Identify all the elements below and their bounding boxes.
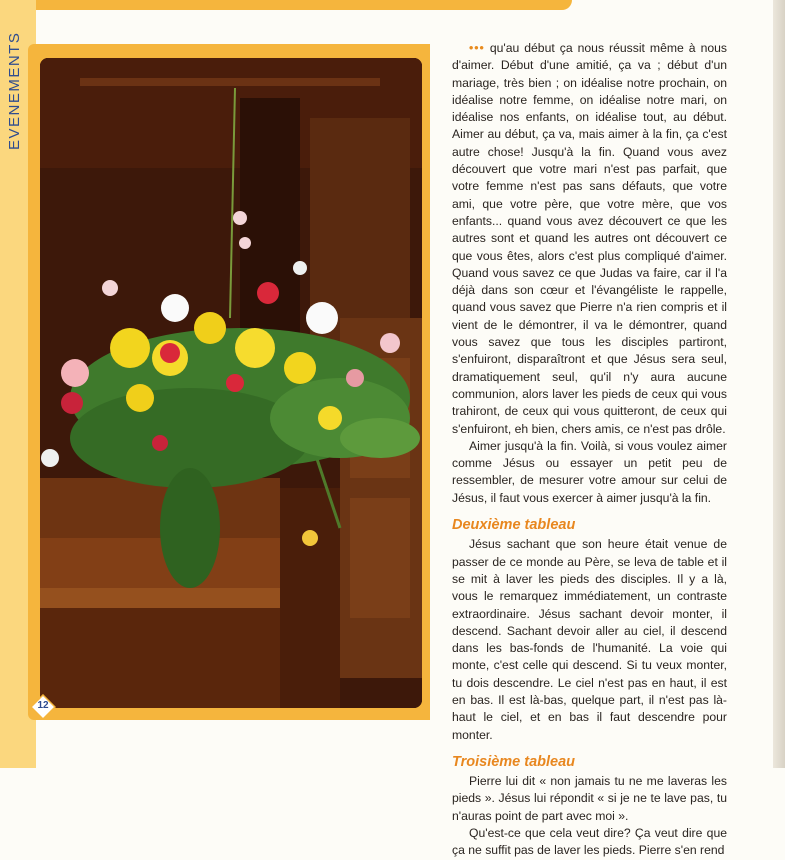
paragraph-3: Jésus sachant que son heure était venue de passer de ce monde au Père, se leva de table et il se mit à laver les pieds des disciples. Il y a là, vous le remarquez immédiatement, un contraste extraordinaire. Jésus sachant devoir monter, il descend. Sachant devoir aller au ciel, il descend dans les bas-fonds de l'humanité. La voie qui monte, c'est celle qui descend. Si tu veux monter, tu dois descendre. Le ciel n'est pas en haut, il est en bas. Il est là-bas, quelque part, il n'est pas là-haut le ciel, et en bas il faut descendre pour monter. (452, 537, 727, 742)
section-label: EVENEMENTS (6, 31, 23, 150)
heading-troisieme-tableau: Troisième tableau (452, 753, 576, 770)
paragraph-2: Aimer jusqu'à la fin. Voilà, si vous voulez aimer comme Jésus ou essayer un petit peu de ressembler, de mesurer votre amour sur celui de Jésus, il faut vous exercer à aimer jusqu'à la fin. (452, 438, 727, 505)
paragraph-1 (452, 40, 727, 438)
paragraph-4: Pierre lui dit « non jamais tu ne me laveras les pieds ». Jésus lui répondit « si je ne te lave pas, tu n'auras point de part avec moi ». (452, 774, 727, 823)
heading-deuxieme-tableau: Deuxième tableau (452, 517, 576, 534)
continuation-marker: ••• (469, 41, 485, 55)
article-body (452, 40, 727, 860)
top-accent-band (0, 0, 572, 10)
page-number: 12 (37, 700, 49, 711)
paragraph-5: Qu'est-ce que cela veut dire? Ça veut dire que ça ne suffit pas de laver les pieds. Pierre s'en rend (452, 826, 727, 858)
flower-arrangement-photo (40, 58, 422, 708)
page-edge (773, 0, 785, 768)
paragraph-1-text: qu'au début ça nous réussit même à nous d'aimer. Début d'une amitié, ça va ; début d'un mariage, très bien ; on idéalise notre prochain, on idéalise notre femme, on idéalise notre mari, on idéalise nos enfants, on idéalise tout, au début. Aimer au début, ça va, mais aimer à la fin, ça c'est autre chose! Jusqu'à la fin. Quand vous avez découvert que votre mari n'est pas parfait, que votre femme n'est pas sans défauts, que votre ami, que votre père, que votre mère, que vos enfants... quand vous avez découvert ce que les autres sont et quand les autres ont découvert ce que vous êtes, alors c'est plus compliqué d'aimer. Quand vous savez ce que Judas va faire, car il l'a déjà dans son cœur et l'évangéliste le rappelle, quand vous savez que Pierre n'a rien compris et il vient de le démontrer, il va le démontrer, quand vous savez que tous les disciples partiront, s'enfuiront, disparaîtront et que Jésus sera seul, dramatiquement seul, qu'il n'y aura aucune communion, alors laver les pieds de ceux qui vous trahiront, de ceux qui vous quitteront, de ceux qui s'enfuiront, eh bien, chers amis, ce n'est pas drôle. (452, 41, 727, 436)
page-number-badge (30, 694, 56, 720)
